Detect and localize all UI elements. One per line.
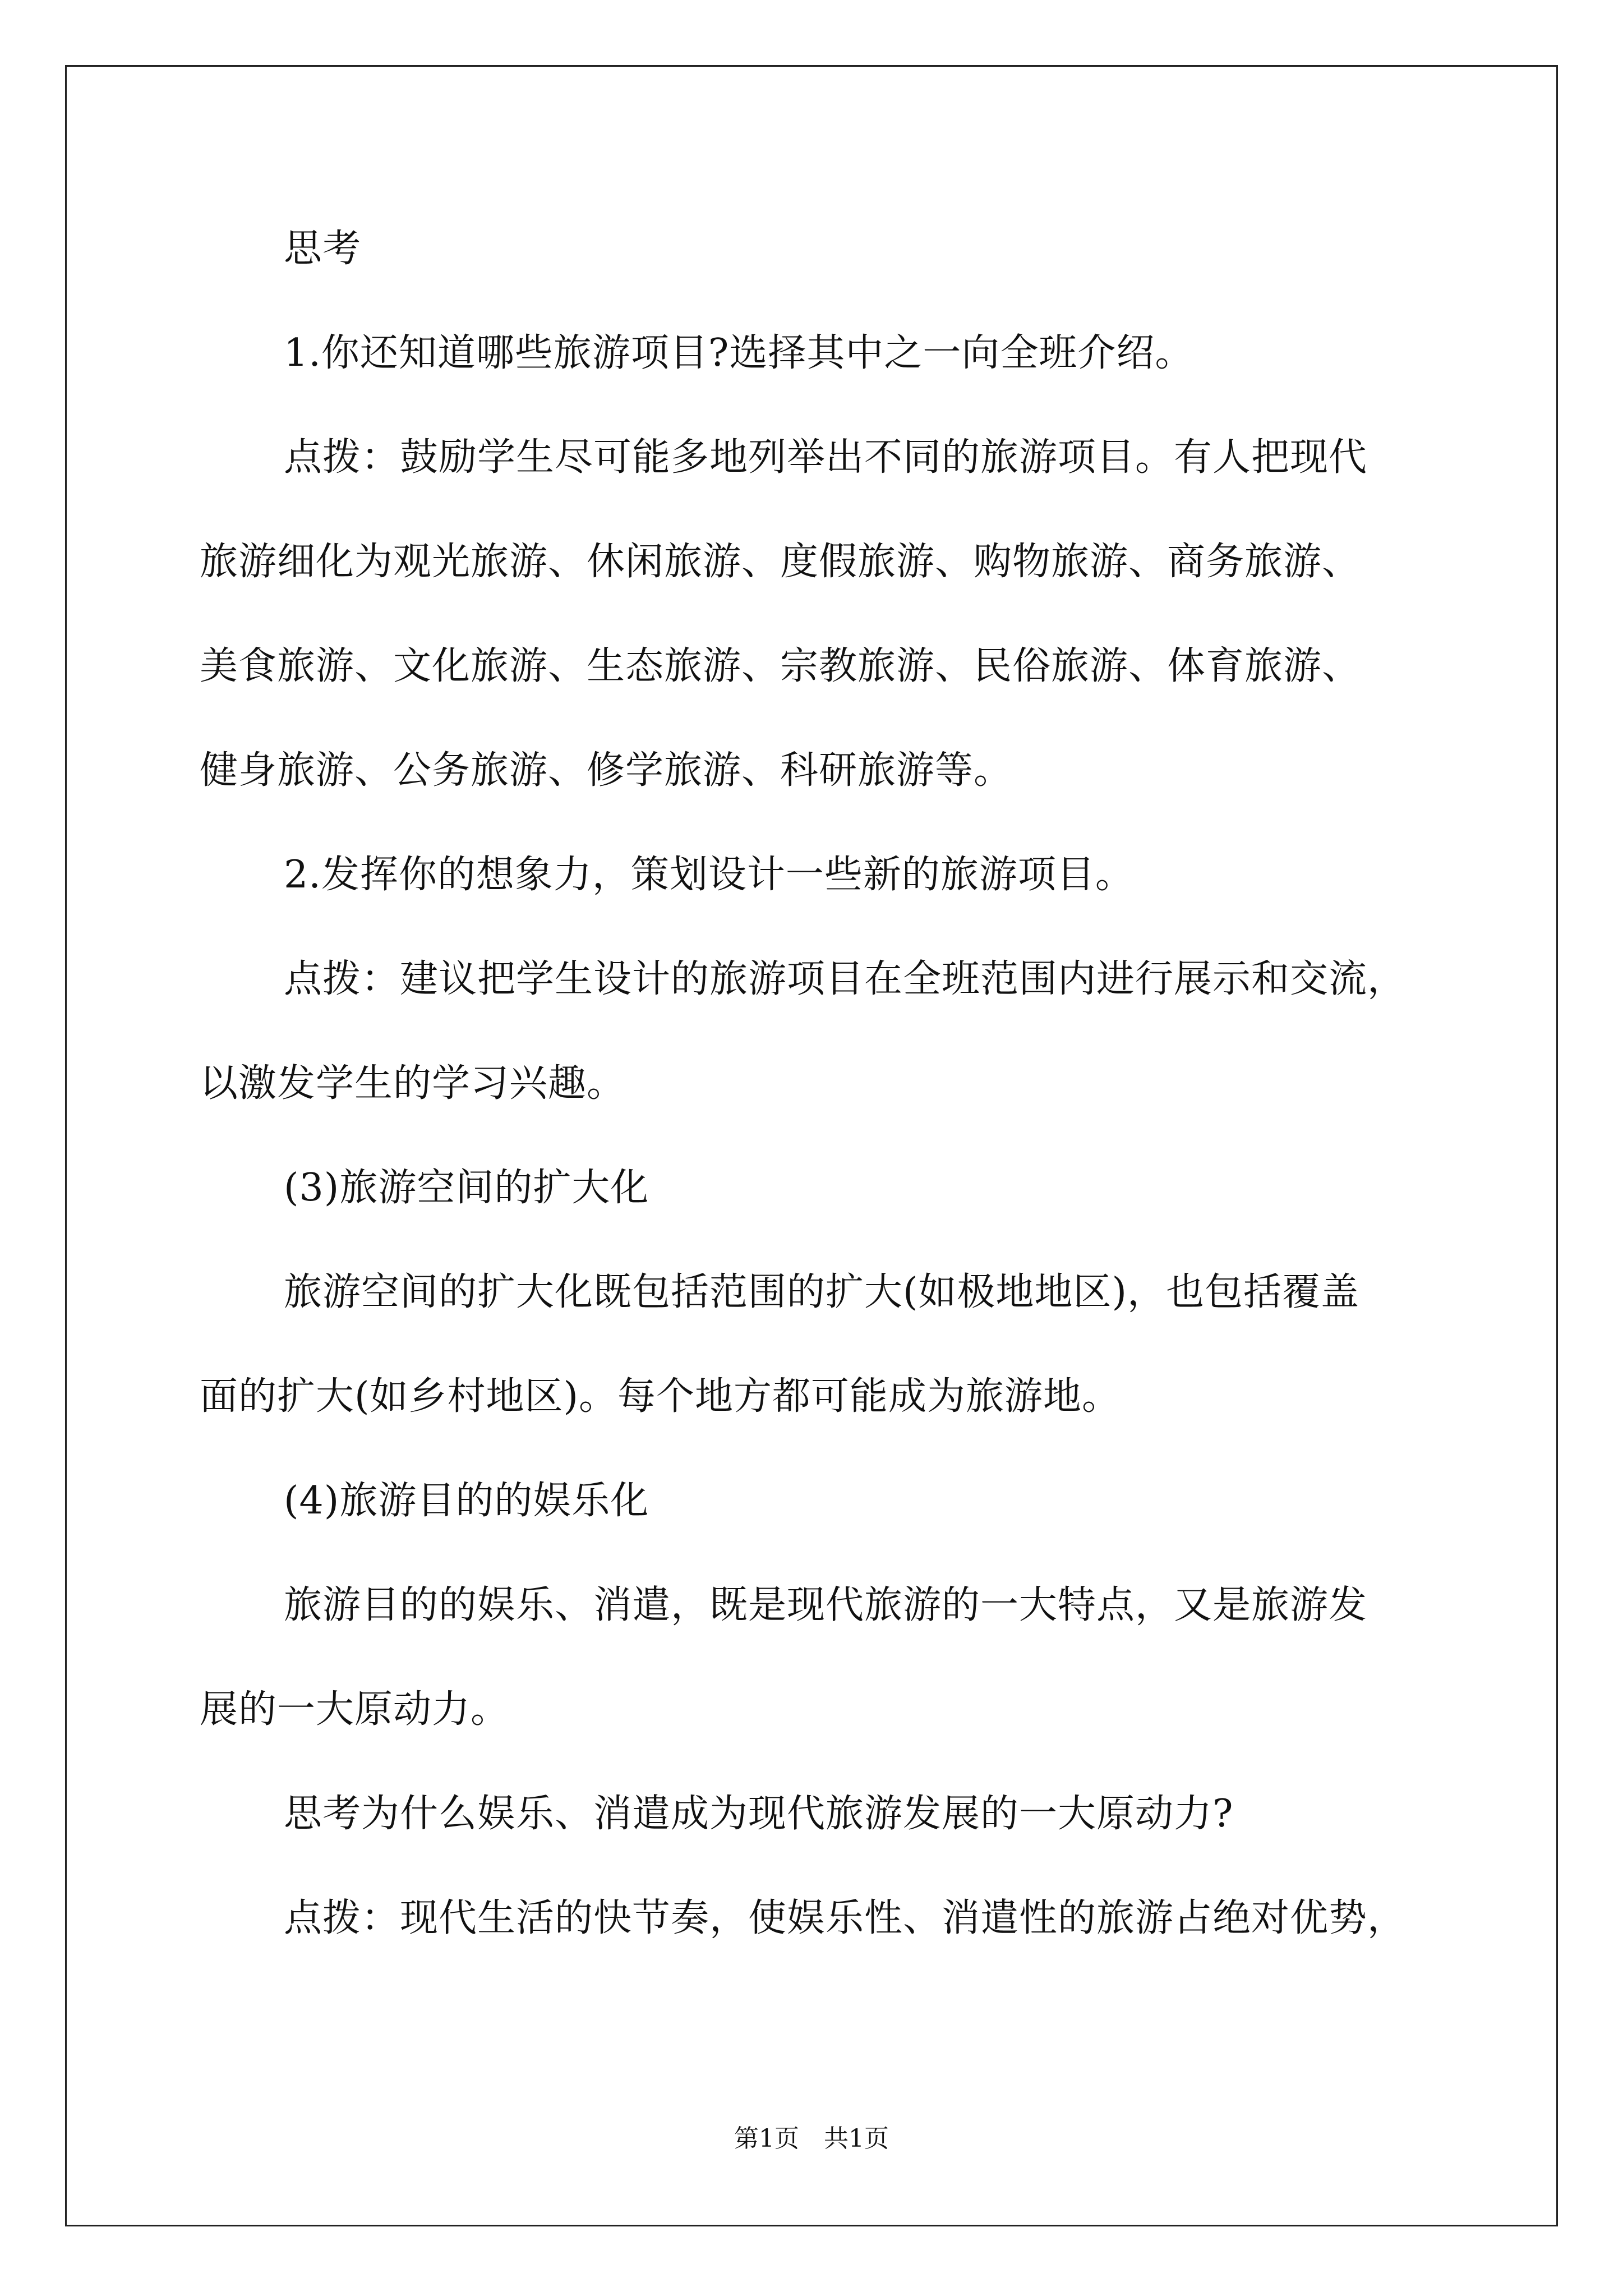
- section-3-line-2: 面的扩大(如乡村地区)。每个地方都可能成为旅游地。: [200, 1374, 1121, 1419]
- hint-1-line-1: 点拨：鼓励学生尽可能多地列举出不同的旅游项目。有人把现代: [284, 435, 1368, 480]
- heading-thinking-1: 思考: [284, 227, 362, 271]
- hint-1-line-3: 美食旅游、文化旅游、生态旅游、宗教旅游、民俗旅游、体育旅游、: [200, 644, 1361, 688]
- hint-2-line-1: 点拨：建议把学生设计的旅游项目在全班范围内进行展示和交流，: [284, 957, 1407, 1001]
- hint-1-line-4: 健身旅游、公务旅游、修学旅游、科研旅游等。: [200, 748, 1013, 793]
- section-heading-3: (3)旅游空间的扩大化: [284, 1166, 649, 1210]
- hint-1-line-2: 旅游细化为观光旅游、休闲旅游、度假旅游、购物旅游、商务旅游、: [200, 540, 1361, 584]
- section-4-line-2: 展的一大原动力。: [200, 1687, 510, 1732]
- section-heading-4: (4)旅游目的的娱乐化: [284, 1479, 649, 1523]
- hint-3-line-1: 点拨：现代生活的快节奏，使娱乐性、消遣性的旅游占绝对优势，: [284, 1896, 1407, 1940]
- page-number: 第1页 共1页: [734, 2124, 889, 2153]
- question-1: 1.你还知道哪些旅游项目?选择其中之一向全班介绍。: [284, 331, 1194, 375]
- hint-2-line-2: 以激发学生的学习兴趣。: [200, 1061, 626, 1106]
- question-2: 2.发挥你的想象力，策划设计一些新的旅游项目。: [284, 853, 1134, 897]
- section-4-line-1: 旅游目的的娱乐、消遣，既是现代旅游的一大特点，又是旅游发: [284, 1583, 1368, 1627]
- section-3-line-1: 旅游空间的扩大化既包括范围的扩大(如极地地区)，也包括覆盖: [284, 1270, 1360, 1314]
- thinking-question-3: 思考为什么娱乐、消遣成为现代旅游发展的一大原动力?: [284, 1792, 1234, 1836]
